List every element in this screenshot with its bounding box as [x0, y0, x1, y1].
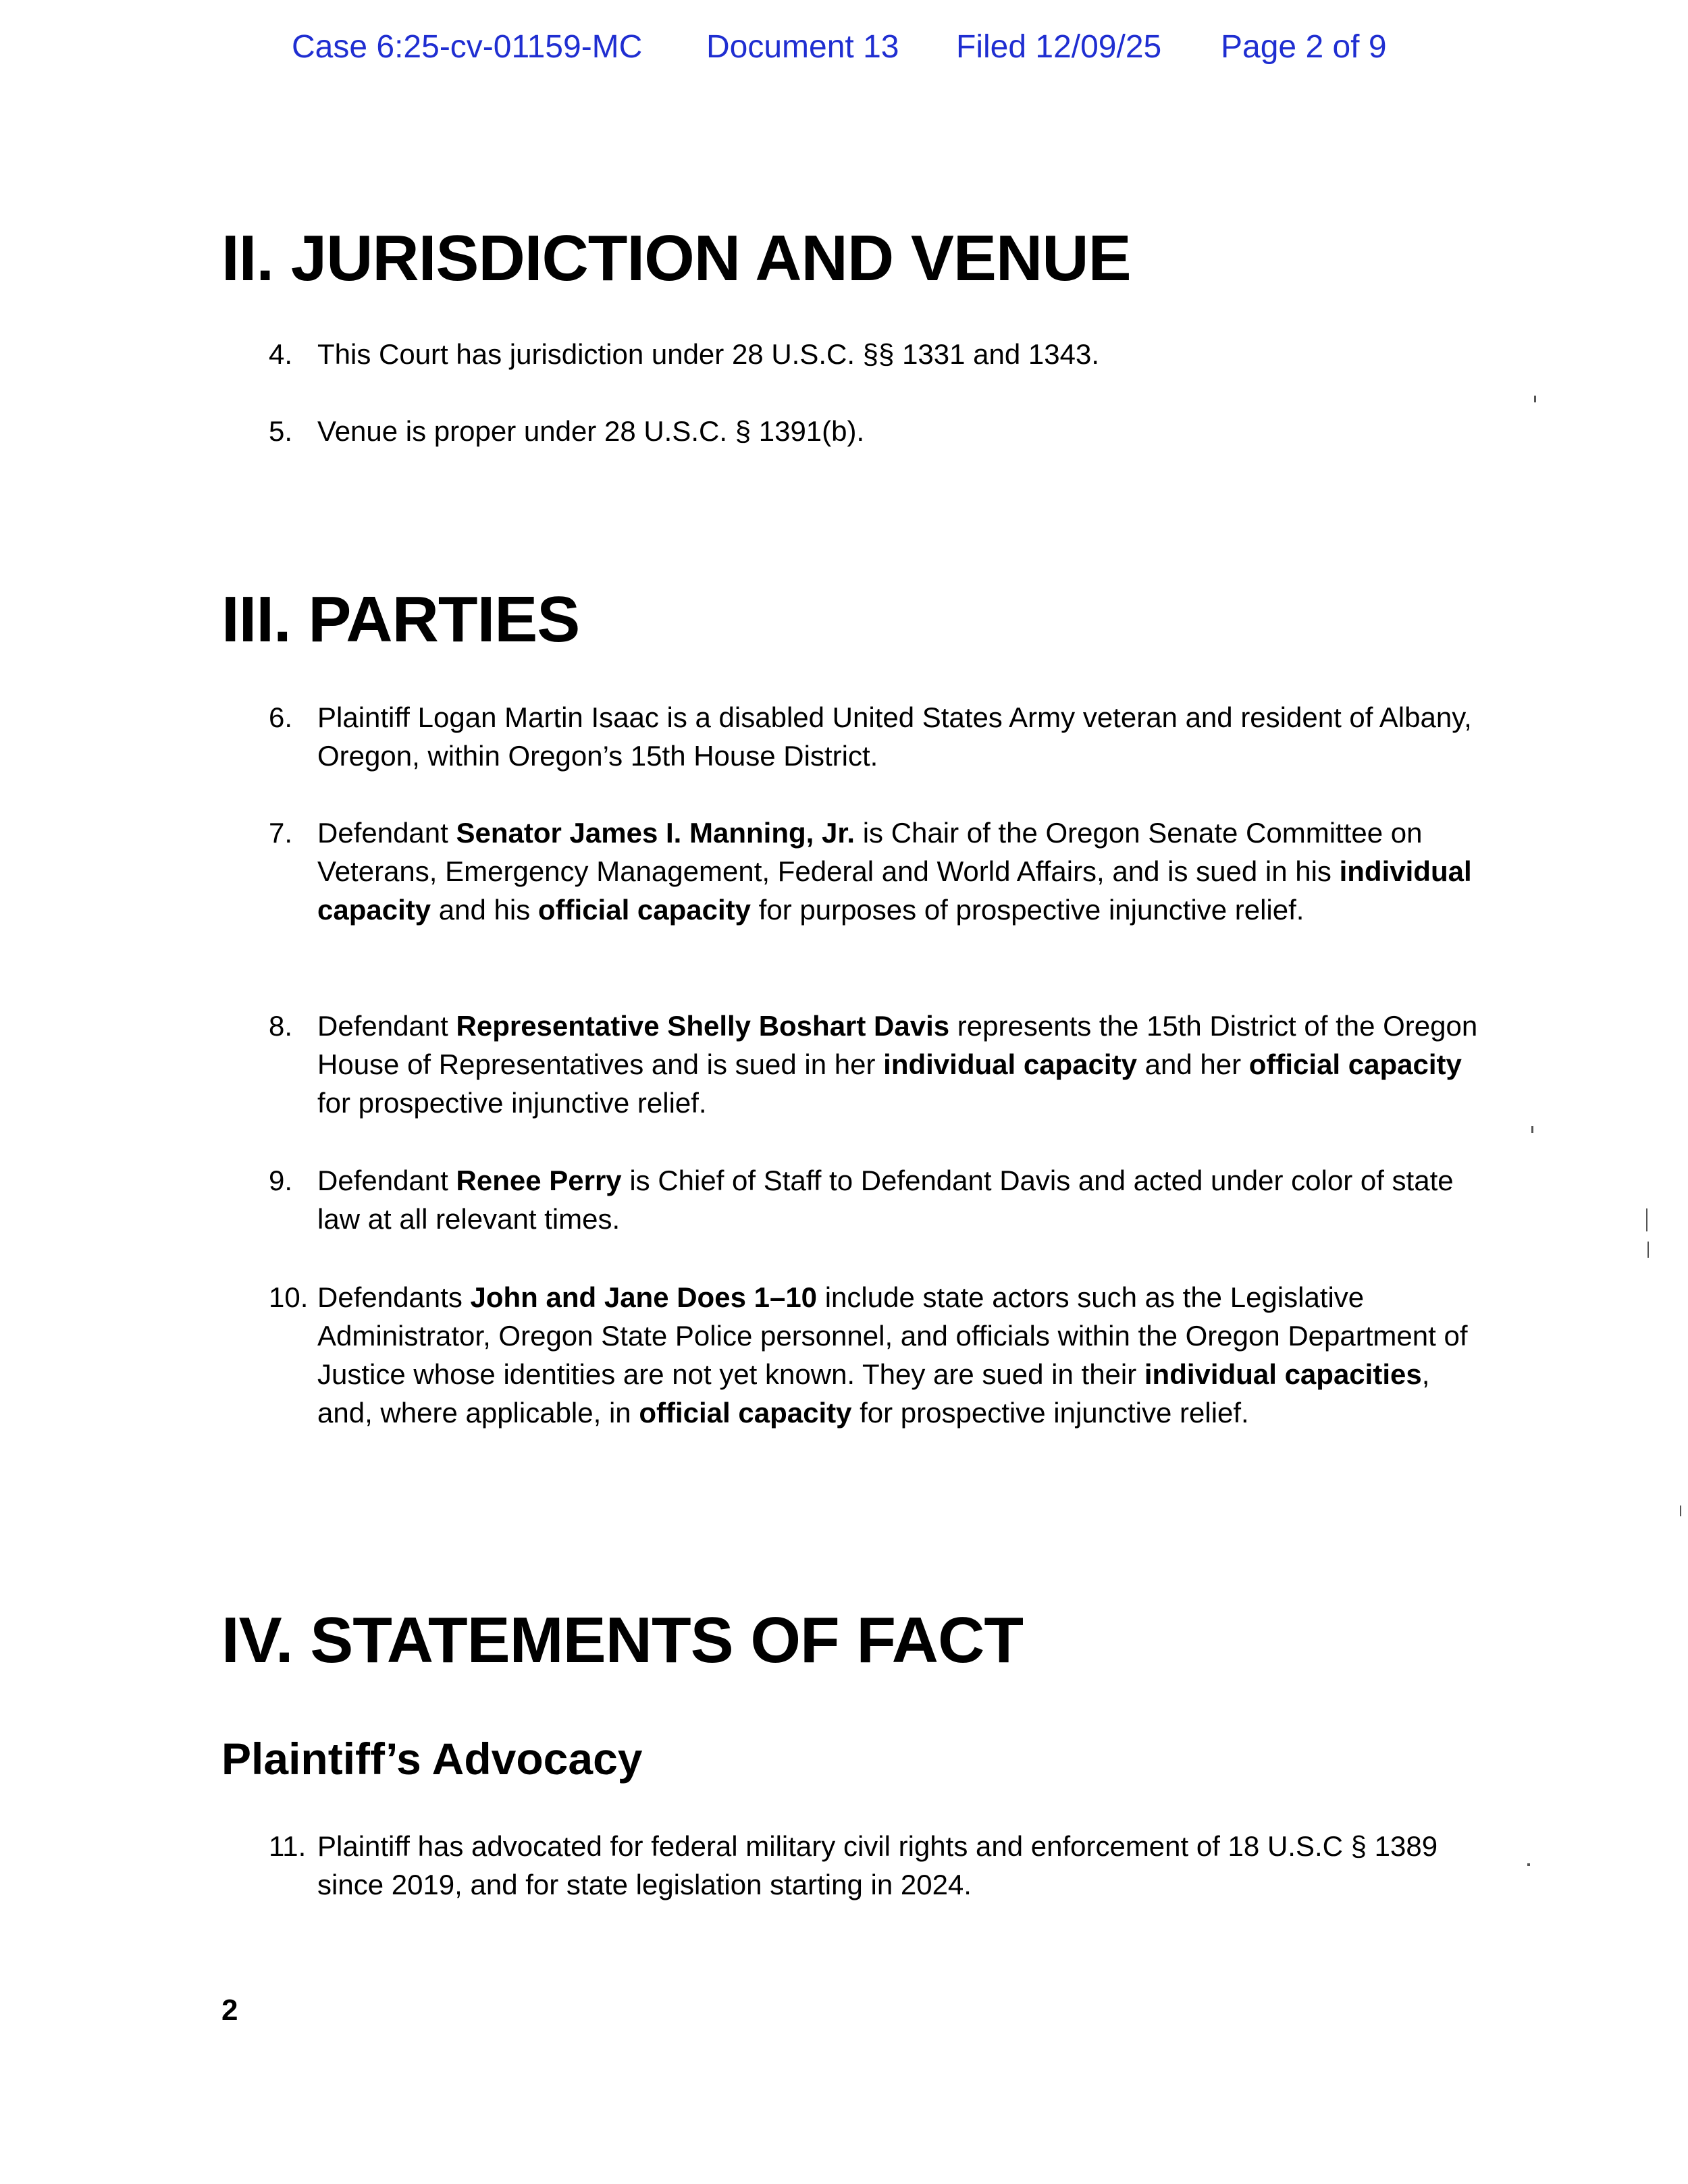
paragraph-text: Defendants John and Jane Does 1–10 include state actors such as the Legislative Administrator, Oregon State Police personnel, and officials within the Oregon Department of Justice whose identities are not yet known. They are sued in their individual capacities, and, where applicable, in official capacity for prospective injunctive relief.	[317, 1281, 1468, 1429]
paragraph-4	[269, 335, 1484, 373]
paragraph-text: Venue is proper under 28 U.S.C. § 1391(b).	[317, 415, 865, 447]
paragraph-10	[269, 1278, 1484, 1432]
filing-header	[0, 28, 1688, 69]
filed-date: Filed 12/09/25	[956, 29, 1162, 65]
capacity-term: individual capacity	[317, 855, 1472, 926]
paragraph-9	[269, 1161, 1484, 1238]
capacity-term: individual capacities	[1144, 1358, 1422, 1390]
paragraph-7	[269, 814, 1484, 929]
section-heading-jurisdiction: II. JURISDICTION AND VENUE	[221, 222, 1131, 294]
subsection-heading-advocacy: Plaintiff’s Advocacy	[221, 1734, 643, 1784]
paragraph-number: 5.	[269, 415, 293, 447]
defendant-name: Senator James I. Manning, Jr.	[456, 817, 855, 849]
paragraph-text: Defendant Representative Shelly Boshart Davis represents the 15th District of the Oregon House of Representatives and is sued in her individual capacity and her official capacity for prospective injunctive relief.	[317, 1010, 1478, 1119]
capacity-term: official capacity	[639, 1397, 852, 1429]
page-indicator: Page 2 of 9	[1221, 29, 1387, 65]
footer-page-number: 2	[221, 1994, 238, 2027]
paragraph-number: 10.	[269, 1281, 309, 1313]
scan-speck	[1531, 1126, 1533, 1133]
scan-speck	[1647, 1242, 1649, 1258]
paragraph-6	[269, 698, 1484, 775]
paragraph-number: 8.	[269, 1010, 293, 1042]
capacity-term: official capacity	[537, 894, 751, 926]
scan-speck	[1527, 1863, 1530, 1866]
section-heading-parties: III. PARTIES	[221, 583, 580, 656]
paragraph-number: 11.	[269, 1830, 307, 1862]
paragraph-11	[269, 1827, 1484, 1904]
scan-speck	[1680, 1506, 1681, 1516]
paragraph-text: Plaintiff has advocated for federal military civil rights and enforcement of 18 U.S.C § 1389 since 2019, and for state legislation starting in 2024.	[317, 1830, 1438, 1900]
paragraph-text: This Court has jurisdiction under 28 U.S.C. §§ 1331 and 1343.	[317, 338, 1100, 370]
paragraph-number: 4.	[269, 338, 293, 370]
paragraph-8	[269, 1007, 1484, 1122]
defendant-name: Renee Perry	[456, 1165, 622, 1196]
document-number: Document 13	[706, 29, 899, 65]
defendant-name: Representative Shelly Boshart Davis	[456, 1010, 950, 1042]
paragraph-number: 9.	[269, 1165, 293, 1196]
case-number: Case 6:25-cv-01159-MC	[292, 29, 643, 65]
paragraph-number: 7.	[269, 817, 293, 849]
paragraph-5	[269, 412, 1484, 450]
paragraph-number: 6.	[269, 701, 293, 733]
capacity-term: official capacity	[1248, 1048, 1462, 1080]
scan-speck	[1534, 396, 1536, 402]
paragraph-text: Defendant Renee Perry is Chief of Staff to Defendant Davis and acted under color of state law at all relevant times.	[317, 1165, 1454, 1235]
defendant-name: John and Jane Does 1–10	[470, 1281, 818, 1313]
paragraph-text: Defendant Senator James I. Manning, Jr. is Chair of the Oregon Senate Committee on Veterans, Emergency Management, Federal and World Affairs, and is sued in his individual capacity and his official capacity for purposes of prospective injunctive relief.	[317, 817, 1472, 926]
paragraph-text: Plaintiff Logan Martin Isaac is a disabled United States Army veteran and resident of Albany, Oregon, within Oregon’s 15th House District.	[317, 701, 1472, 772]
scan-speck	[1646, 1208, 1647, 1231]
section-heading-facts: IV. STATEMENTS OF FACT	[221, 1604, 1023, 1676]
capacity-term: individual capacity	[883, 1048, 1137, 1080]
